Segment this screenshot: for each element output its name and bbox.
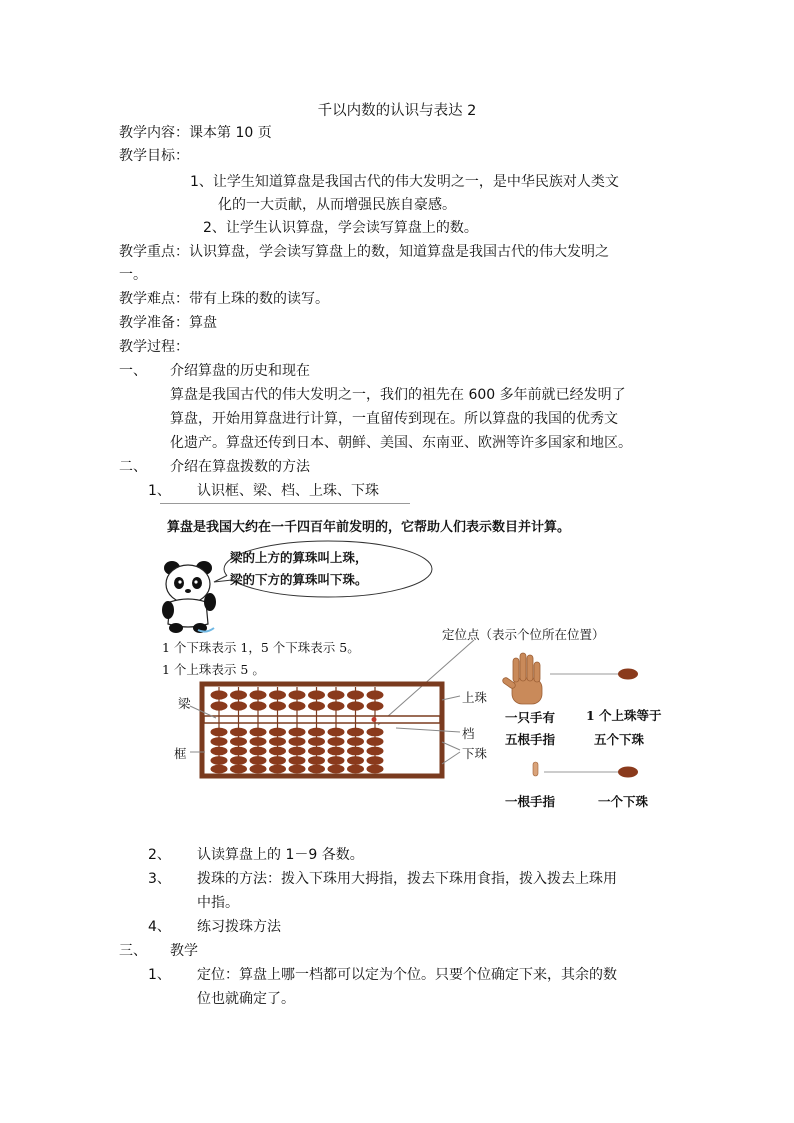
lower-bead (269, 747, 286, 756)
upper-bead (211, 701, 228, 710)
lower-bead (328, 765, 345, 774)
lower-bead (308, 737, 325, 746)
lower-bead (308, 756, 325, 765)
section-3-number: 三、 (119, 943, 147, 959)
lower-bead (367, 756, 384, 765)
section-2-item-1-number: 1、 (148, 483, 171, 499)
section-3-item-1-line-a: 定位：算盘上哪一档都可以定为个位。只要个位确定下来，其余的数 (197, 967, 617, 983)
upper-bead (308, 690, 325, 699)
section-1-paragraph-line-1: 算盘是我国古代的伟大发明之一，我们的祖先在 600 多年前就已经发明了 (170, 387, 626, 403)
goal-1-line-b: 化的一大贡献，从而增强民族自豪感。 (218, 197, 456, 213)
lower-bead (308, 765, 325, 774)
upper-bead (347, 690, 364, 699)
label-upper-bead: 上珠 (462, 690, 488, 705)
bubble-line-2: 梁的下方的算珠叫下珠。 (230, 572, 368, 587)
lower-bead (230, 737, 247, 746)
lower-bead (367, 747, 384, 756)
lower-bead (289, 756, 306, 765)
upper-bead (347, 701, 364, 710)
lower-bead (347, 737, 364, 746)
lower-bead (230, 747, 247, 756)
hand-caption-line-2: 五根手指 (505, 732, 556, 747)
difficulty-line: 教学难点：带有上珠的数的读写。 (119, 291, 329, 307)
section-1-title: 介绍算盘的历史和现在 (170, 363, 310, 379)
label-frame: 框 (174, 746, 187, 761)
positioning-point-label: 定位点（表示个位所在位置） (442, 627, 605, 642)
single-finger-icon (533, 762, 538, 776)
lower-bead (230, 765, 247, 774)
upper-bead (250, 690, 267, 699)
lower-bead (367, 765, 384, 774)
lower-bead (289, 747, 306, 756)
panda-nose (185, 589, 191, 593)
lower-bead (367, 737, 384, 746)
lower-bead (211, 728, 228, 737)
lower-bead (269, 765, 286, 774)
lower-bead (211, 765, 228, 774)
section-1-paragraph-line-3: 化遗产。算盘还传到日本、朝鲜、美国、东南亚、欧洲等许多国家和地区。 (170, 435, 632, 451)
label-rod: 档 (462, 726, 475, 741)
upper-bead (328, 690, 345, 699)
section-2-title: 介绍在算盘拨数的方法 (170, 459, 310, 475)
lower-bead (367, 728, 384, 737)
upper-bead (308, 701, 325, 710)
lower-bead (250, 737, 267, 746)
lower-bead (250, 765, 267, 774)
lower-bead (289, 765, 306, 774)
abacus-beam (204, 716, 440, 723)
section-2-number: 二、 (119, 459, 147, 475)
content-line: 教学内容：课本第 10 页 (119, 125, 272, 141)
bubble-line-1: 梁的上方的算珠叫上珠， (230, 550, 368, 565)
lower-bead (347, 756, 364, 765)
lower-bead (230, 756, 247, 765)
lower-bead (328, 756, 345, 765)
lower-bead (347, 747, 364, 756)
section-1-paragraph-line-2: 算盘，开始用算盘进行计算，一直留传到现在。所以算盘的我国的优秀文 (170, 411, 618, 427)
lower-bead-icon (618, 767, 638, 778)
lower-bead (211, 756, 228, 765)
upper-bead (211, 690, 228, 699)
equal-caption-line-2: 五个下珠 (594, 732, 645, 747)
upper-bead (367, 690, 384, 699)
section-2-item-4-number: 4、 (148, 919, 171, 935)
section-1-number: 一、 (119, 363, 147, 379)
equal-caption-line-1: 1 个上珠等于 (586, 708, 662, 723)
section-3-item-1-line-b: 位也就确定了。 (197, 991, 295, 1007)
section-2-item-3-line-a: 拨珠的方法：拨入下珠用大拇指，拨去下珠用食指，拨入拨去上珠用 (197, 871, 617, 887)
section-2-item-4: 练习拨珠方法 (197, 919, 281, 935)
label-lower-bead: 下珠 (462, 746, 488, 761)
section-3-item-1-number: 1、 (148, 967, 171, 983)
goal-2: 2、让学生认识算盘，学会读写算盘上的数。 (203, 220, 478, 236)
panda-head (166, 565, 210, 603)
upper-bead-icon (618, 669, 638, 680)
key-points-line-a: 教学重点：认识算盘，学会读写算盘上的数，知道算盘是我国古代的伟大发明之 (119, 244, 609, 260)
bead-caption: 一个下珠 (598, 794, 649, 809)
section-3-title: 教学 (170, 943, 198, 959)
section-2-item-1: 认识框、梁、档、上珠、下珠 (197, 483, 379, 499)
upper-bead (230, 690, 247, 699)
positioning-point-dot (372, 717, 377, 722)
abacus-figure (150, 510, 700, 820)
lower-bead (211, 747, 228, 756)
page-title: 千以内数的认识与表达 2 (317, 103, 477, 119)
lower-bead (250, 728, 267, 737)
section-2-item-3-number: 3、 (148, 871, 171, 887)
upper-bead (289, 690, 306, 699)
section-2-item-2: 认读算盘上的 1－9 各数。 (197, 847, 364, 863)
lower-bead (269, 756, 286, 765)
upper-bead (250, 701, 267, 710)
rule-upper-bead: 1 个上珠表示 5 。 (162, 662, 265, 677)
lower-bead (269, 728, 286, 737)
lower-bead (289, 737, 306, 746)
figure-intro-text: 算盘是我国大约在一千四百年前发明的，它帮助人们表示数目并计算。 (167, 520, 571, 535)
figure-top-rule (160, 503, 410, 504)
section-2-item-3-line-b: 中指。 (197, 895, 239, 911)
finger-caption: 一根手指 (505, 794, 556, 809)
upper-bead (269, 701, 286, 710)
upper-bead (328, 701, 345, 710)
lower-bead (328, 747, 345, 756)
lower-bead (289, 728, 306, 737)
upper-bead (269, 690, 286, 699)
lower-bead (347, 765, 364, 774)
process-label: 教学过程： (119, 339, 189, 355)
lower-bead (347, 728, 364, 737)
lower-bead (308, 747, 325, 756)
label-beam: 梁 (178, 696, 191, 711)
hand-caption-line-1: 一只手有 (505, 710, 556, 725)
lower-bead (328, 737, 345, 746)
upper-bead (367, 701, 384, 710)
goals-label: 教学目标： (119, 148, 189, 164)
upper-bead (289, 701, 306, 710)
lower-bead (250, 747, 267, 756)
panda-body (168, 599, 208, 627)
lower-bead (269, 737, 286, 746)
panda-arm-left (162, 601, 174, 619)
lower-bead (328, 728, 345, 737)
lower-bead (230, 728, 247, 737)
lower-bead (308, 728, 325, 737)
lower-bead (211, 737, 228, 746)
open-hand-icon (502, 653, 542, 704)
section-2-item-2-number: 2、 (148, 847, 171, 863)
upper-bead (230, 701, 247, 710)
rule-lower-bead: 1 个下珠表示 1，5 个下珠表示 5。 (162, 640, 360, 655)
goal-1-line-a: 1、让学生知道算盘是我国古代的伟大发明之一，是中华民族对人类文 (190, 174, 619, 190)
lower-bead (250, 756, 267, 765)
prep-line: 教学准备：算盘 (119, 315, 217, 331)
key-points-line-b: 一。 (119, 267, 147, 283)
